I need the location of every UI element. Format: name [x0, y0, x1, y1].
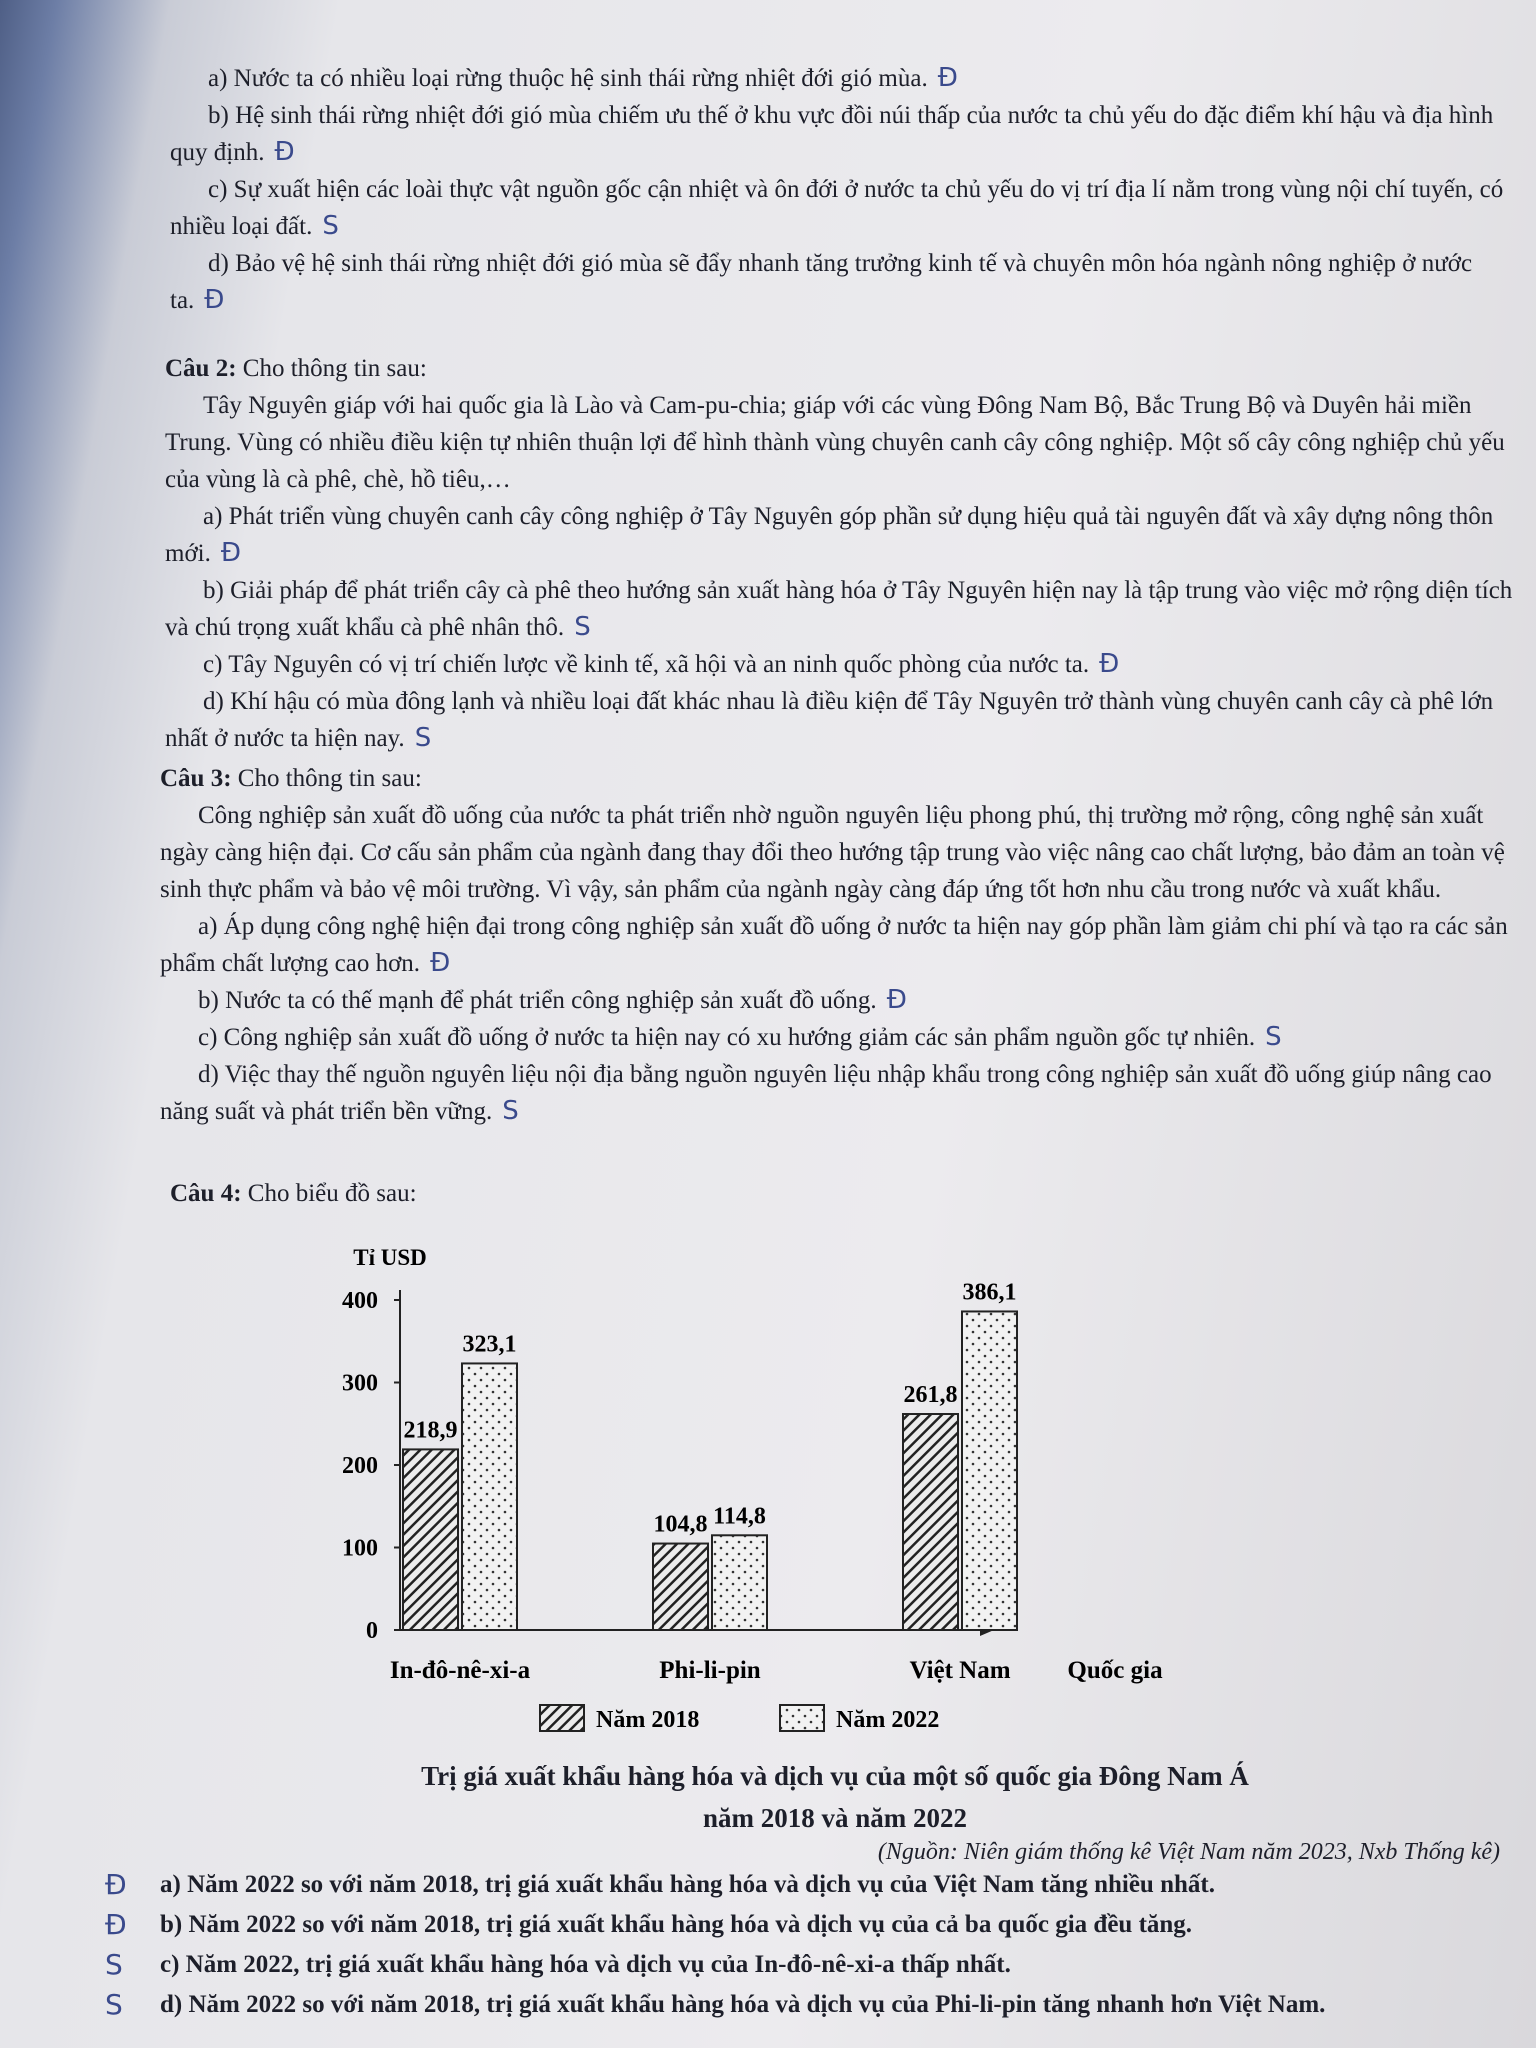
q3-option-c: c) Công nghiệp sản xuất đồ uống ở nước ta hiện nay có xu hướng giảm các sản phẩm nguồn gốc tự nhiên. S — [198, 1022, 1282, 1052]
y-tick-label: 100 — [342, 1535, 378, 1562]
answer-mark: Đ — [220, 538, 242, 568]
q3-option-b: b) Nước ta có thế mạnh để phát triển công nghiệp sản xuất đồ uống. Đ — [198, 985, 907, 1015]
answer-mark: Đ — [274, 137, 295, 167]
question-number: Câu 3: — [160, 765, 232, 792]
answer-mark: S — [105, 1948, 123, 1981]
category-label: Việt Nam — [909, 1657, 1011, 1684]
y-tick-label: 400 — [342, 1288, 378, 1314]
q1-options — [170, 60, 1520, 319]
q4-option-b: Đ b) Năm 2022 so với năm 2018, trị giá xuất khẩu hàng hóa và dịch vụ của cả ba quốc gia đều tăng. — [150, 1905, 1520, 1945]
legend-label: Năm 2022 — [836, 1707, 940, 1733]
answer-mark: S — [322, 211, 339, 241]
bar-chart — [280, 1215, 1280, 1755]
answer-mark: Đ — [886, 985, 907, 1015]
category-label: In-đô-nê-xi-a — [389, 1657, 531, 1684]
q3-option-a: a) Áp dụng công nghệ hiện đại trong công nghiệp sản xuất đồ uống ở nước ta hiện nay góp phần làm giảm chi phí và tạo ra các sản phẩm chất lượng cao hơn. Đ — [160, 913, 1508, 978]
answer-mark: Đ — [430, 948, 451, 978]
answer-mark: S — [105, 1988, 123, 2021]
question-2 — [165, 350, 1520, 757]
data-label: 261,8 — [903, 1382, 958, 1409]
data-label: 104,8 — [653, 1511, 708, 1538]
y-tick-label: 0 — [366, 1618, 378, 1644]
question-4 — [170, 1175, 1520, 1212]
q1-option-c: c) Sự xuất hiện các loài thực vật nguồn gốc cận nhiệt và ôn đới ở nước ta chủ yếu do vị trí địa lí nằm trong vùng nội chí tuyến, có nhiều loại đất. S — [170, 176, 1504, 241]
question-title: Câu 2: Cho thông tin sau: — [165, 355, 427, 382]
chart-source: (Nguồn: Niên giám thống kê Việt Nam năm 2023, Nxb Thống kê) — [877, 1839, 1500, 1865]
question-passage: Công nghiệp sản xuất đồ uống của nước ta phát triển nhờ nguồn nguyên liệu phong phú, thị trường mở rộng, công nghệ sản xuất ngày càng hiện đại. Cơ cấu sản phẩm của ngành đang thay đổi theo hướng tập trung vào việc nâng cao chất lượng, bảo đảm an toàn vệ sinh thực phẩm và bảo vệ môi trường. Vì vậy, sản phẩm của ngành ngày càng đáp ứng tốt hơn nhu cầu trong nước và xuất khẩu. — [160, 802, 1505, 903]
data-label: 323,1 — [462, 1331, 517, 1358]
question-number: Câu 2: — [165, 355, 237, 382]
caption-line-1: Trị giá xuất khẩu hàng hóa và dịch vụ của một số quốc gia Đông Nam Á — [421, 1761, 1249, 1791]
legend-swatch — [540, 1705, 584, 1731]
q4-option-d: S d) Năm 2022 so với năm 2018, trị giá xuất khẩu hàng hóa và dịch vụ của Phi-li-pin tăng nhanh hơn Việt Nam. — [150, 1985, 1520, 2025]
bar — [712, 1535, 767, 1630]
legend-label: Năm 2018 — [596, 1707, 700, 1733]
q1-option-b: b) Hệ sinh thái rừng nhiệt đới gió mùa chiếm ưu thế ở khu vực đồi núi thấp của nước ta chủ yếu do đặc điểm khí hậu và địa hình quy định. Đ — [170, 102, 1494, 167]
q2-option-b: b) Giải pháp để phát triển cây cà phê theo hướng sản xuất hàng hóa ở Tây Nguyên hiện nay là tập trung vào việc mở rộng diện tích và chú trọng xuất khẩu cà phê nhân thô. S — [165, 577, 1513, 642]
data-label: 218,9 — [403, 1417, 458, 1444]
q2-option-d: d) Khí hậu có mùa đông lạnh và nhiều loại đất khác nhau là điều kiện để Tây Nguyên trở thành vùng chuyên canh cây cà phê lớn nhất ở nước ta hiện nay. S — [165, 688, 1494, 753]
x-axis-title: Quốc gia — [1067, 1657, 1163, 1684]
q1-option-a: a) Nước ta có nhiều loại rừng thuộc hệ sinh thái rừng nhiệt đới gió mùa. Đ — [208, 63, 958, 93]
q3-option-d: d) Việc thay thế nguồn nguyên liệu nội địa bằng nguồn nguyên liệu nhập khẩu trong công nghiệp sản xuất đồ uống giúp nâng cao năng suất và phát triển bền vững. S — [160, 1061, 1492, 1126]
q4-option-a: Đ a) Năm 2022 so với năm 2018, trị giá xuất khẩu hàng hóa và dịch vụ của Việt Nam tăng nhiều nhất. — [150, 1865, 1520, 1905]
exam-page — [105, 40, 1520, 2030]
chart-legend — [540, 1705, 939, 1733]
bar — [403, 1449, 458, 1630]
q1-option-d: d) Bảo vệ hệ sinh thái rừng nhiệt đới gió mùa sẽ đẩy nhanh tăng trưởng kinh tế và chuyên môn hóa ngành nông nghiệp ở nước ta. Đ — [170, 250, 1473, 315]
answer-mark: S — [414, 723, 432, 753]
answer-mark: Đ — [105, 1868, 127, 1901]
answer-mark: S — [1265, 1022, 1282, 1052]
data-label: 114,8 — [713, 1503, 766, 1530]
answer-mark: Đ — [105, 1908, 127, 1941]
bar — [462, 1363, 517, 1630]
bar — [962, 1311, 1017, 1630]
legend-swatch — [780, 1705, 824, 1731]
answer-mark: Đ — [204, 285, 225, 315]
question-3 — [160, 760, 1520, 1130]
q4-options — [105, 1865, 1520, 2025]
bar — [903, 1414, 958, 1630]
y-tick-label: 200 — [342, 1453, 378, 1479]
y-axis-title: Tỉ USD — [353, 1245, 427, 1270]
caption-line-2: năm 2018 và năm 2022 — [702, 1803, 967, 1833]
answer-mark: S — [574, 612, 591, 642]
question-passage: Tây Nguyên giáp với hai quốc gia là Lào và Cam-pu-chia; giáp với các vùng Đông Nam Bộ, Bắc Trung Bộ và Duyên hải miền Trung. Vùng có nhiều điều kiện tự nhiên thuận lợi để hình thành vùng chuyên canh cây công nghiệp. Một số cây công nghiệp chủ yếu của vùng là cà phê, chè, hồ tiêu,… — [165, 392, 1505, 493]
q2-option-c: c) Tây Nguyên có vị trí chiến lược về kinh tế, xã hội và an ninh quốc phòng của nước ta. Đ — [203, 649, 1120, 679]
q2-option-a: a) Phát triển vùng chuyên canh cây công nghiệp ở Tây Nguyên góp phần sử dụng hiệu quả tài nguyên đất và xây dựng nông thôn mới. Đ — [165, 503, 1494, 568]
bar — [653, 1544, 708, 1630]
answer-mark: Đ — [937, 63, 958, 93]
question-number: Câu 4: — [170, 1180, 242, 1207]
answer-mark: S — [502, 1096, 519, 1126]
answer-mark: Đ — [1099, 649, 1120, 679]
category-label: Phi-li-pin — [659, 1657, 761, 1684]
chart-bars — [403, 1311, 1017, 1630]
q4-option-c: S c) Năm 2022, trị giá xuất khẩu hàng hóa và dịch vụ của In-đô-nê-xi-a thấp nhất. — [150, 1945, 1520, 1985]
data-label: 386,1 — [962, 1279, 1017, 1306]
y-tick-label: 300 — [342, 1370, 378, 1397]
question-title: Câu 3: Cho thông tin sau: — [160, 765, 422, 792]
question-title: Câu 4: Cho biểu đồ sau: — [170, 1180, 417, 1207]
chart-caption — [150, 1755, 1520, 1866]
